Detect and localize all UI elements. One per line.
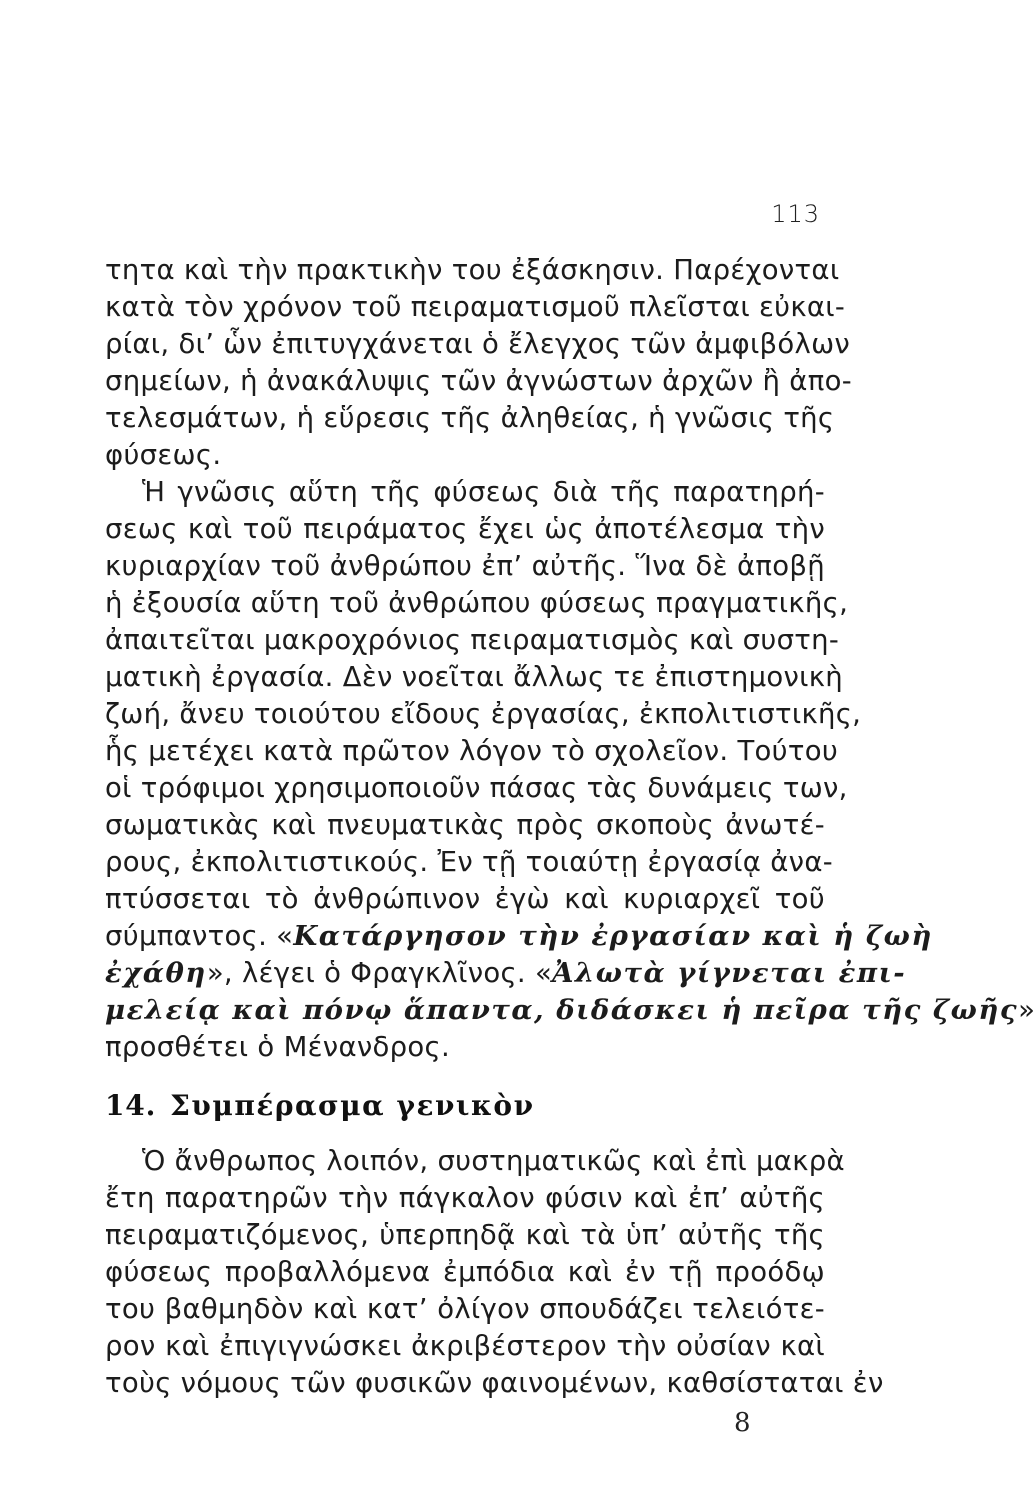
text-line: ρους, ἐκπολιτιστικούς. Ἐν τῇ τοιαύτῃ ἐργασίᾳ ἀνα-: [105, 846, 833, 878]
text-line: σημείων, ἡ ἀνακάλυψις τῶν ἀγνώστων ἀρχῶν ἢ ἀπο-: [105, 365, 852, 397]
text-line-with-quote: [105, 992, 1035, 1028]
text-line: ρον καὶ ἐπιγιγνώσκει ἀκριβέστερον τὴν οὐσίαν καὶ: [105, 1330, 825, 1362]
text-line: φύσεως.: [105, 439, 222, 471]
section-number: 14.: [105, 1089, 157, 1122]
page-number: 113: [771, 200, 820, 228]
text-line: ἧς μετέχει κατὰ πρῶτον λόγον τὸ σχολεῖον. Τούτου: [105, 735, 839, 767]
text-segment: », λέγει ὁ Φραγκλῖνος. «: [206, 957, 553, 989]
text-line: πτύσσεται τὸ ἀνθρώπινον ἐγὼ καὶ κυριαρχεῖ τοῦ: [105, 883, 825, 915]
text-line: τοὺς νόμους τῶν φυσικῶν φαινομένων, καθσίσταται ἐν: [105, 1367, 884, 1399]
text-line: ἔτη παρατηρῶν τὴν πάγκαλον φύσιν καὶ ἐπ’ αὐτῆς: [105, 1182, 825, 1214]
franklin-quote-end: ἐχάθη: [105, 957, 207, 989]
text-line: φύσεως προβαλλόμενα ἐμπόδια καὶ ἐν τῇ προόδῳ: [105, 1256, 825, 1288]
text-line: ματικὴ ἐργασία. Δὲν νοεῖται ἄλλως τε ἐπιστημονικὴ: [105, 661, 844, 693]
franklin-quote: Κατάργησον τὴν ἐργασίαν καὶ ἡ ζωὴ: [293, 920, 933, 952]
text-line: ρίαι, δι’ ὧν ἐπιτυγχάνεται ὁ ἔλεγχος τῶν ἀμφιβόλων: [105, 328, 851, 360]
text-line: οἱ τρόφιμοι χρησιμοποιοῦν πάσας τὰς δυνάμεις των,: [105, 772, 848, 804]
section-heading: [105, 1088, 535, 1124]
text-line: κυριαρχίαν τοῦ ἀνθρώπου ἐπ’ αὐτῆς. Ἵνα δὲ ἀποβῇ: [105, 550, 825, 582]
text-line: πειραματιζόμενος, ὑπερπηδᾷ καὶ τὰ ὑπ’ αὐτῆς τῆς: [105, 1219, 825, 1251]
text-line: Ὁ ἄνθρωπος λοιπόν, συστηματικῶς καὶ ἐπὶ μακρὰ: [142, 1145, 845, 1177]
text-line: Ἡ γνῶσις αὕτη τῆς φύσεως διὰ τῆς παρατηρή-: [142, 476, 825, 508]
text-line: τητα καὶ τὴν πρακτικὴν του ἐξάσκησιν. Παρέχονται: [105, 254, 840, 286]
text-line: προσθέτει ὁ Μένανδρος.: [105, 1031, 451, 1063]
menander-quote: Ἀλωτὰ γίγνεται ἐπι-: [552, 957, 907, 989]
text-line-with-quote: [105, 955, 907, 991]
text-line: σωματικὰς καὶ πνευματικὰς πρὸς σκοποὺς ἀνωτέ-: [105, 809, 825, 841]
text-line: σεως καὶ τοῦ πειράματος ἔχει ὡς ἀποτέλεσμα τὴν: [105, 513, 825, 545]
text-segment: σύμπαντος. «: [105, 920, 294, 952]
printer-signature-mark: 8: [734, 1408, 751, 1438]
text-line-with-quote: [105, 918, 933, 954]
menander-quote-end: μελείᾳ καὶ πόνῳ ἅπαντα, διδάσκει ἡ πεῖρα τῆς ζωῆς: [105, 994, 1019, 1026]
text-line: κατὰ τὸν χρόνον τοῦ πειραματισμοῦ πλεῖσται εὐκαι-: [105, 291, 846, 323]
text-line: ζωή, ἄνευ τοιούτου εἴδους ἐργασίας, ἐκπολιτιστικῆς,: [105, 698, 862, 730]
text-line: τελεσμάτων, ἡ εὕρεσις τῆς ἀληθείας, ἡ γνῶσις τῆς: [105, 402, 835, 434]
text-line: ἡ ἐξουσία αὕτη τοῦ ἀνθρώπου φύσεως πραγματικῆς,: [105, 587, 849, 619]
section-title: Συμπέρασμα γενικὸν: [170, 1089, 535, 1122]
text-segment: »: [1018, 994, 1035, 1026]
text-line: ἀπαιτεῖται μακροχρόνιος πειραματισμὸς καὶ συστη-: [105, 624, 840, 656]
text-line: του βαθμηδὸν καὶ κατ’ ὀλίγον σπουδάζει τελειότε-: [105, 1293, 825, 1325]
